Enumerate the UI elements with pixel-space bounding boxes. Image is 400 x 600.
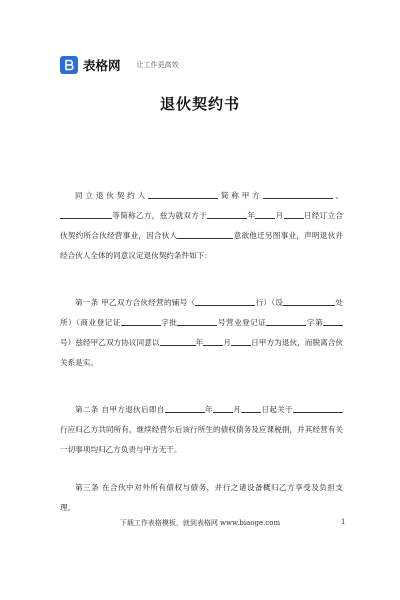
header (60, 56, 179, 74)
fill-blank (160, 336, 196, 346)
fill-blank (177, 229, 233, 239)
fill-blank (195, 296, 255, 306)
text: 日经订立合伙契约所合伙经营事业，因合伙人 (60, 211, 344, 240)
fill-blank (213, 403, 233, 413)
fill-blank (255, 209, 275, 219)
text: 等简称乙方，兹为就双方于 (112, 211, 208, 220)
fill-blank (284, 209, 304, 219)
fill-blank (293, 403, 343, 413)
article-1 (60, 293, 343, 373)
text: 意欲他迁另图事业，声明退伙并经合伙人全体的同意议定退伙契约条件如下： (60, 231, 344, 260)
spacer (60, 266, 343, 293)
text: 日甲方为退伙，而脱离合伙关系是实。 (60, 338, 344, 367)
text: 、 (332, 191, 344, 200)
fill-blank (121, 316, 161, 326)
fill-blank (203, 336, 223, 346)
footer-text[interactable]: 下载工作表格模板，就到表格网 www.biaoge.com (119, 519, 281, 527)
document-title: 退伙契约书 (159, 95, 240, 113)
text: 第一条 甲乙双方合伙经营的铺号（ (75, 298, 196, 307)
text: 字第 (306, 318, 324, 327)
fill-blank (283, 296, 335, 306)
fill-blank (207, 209, 247, 219)
text: 第二条 自甲方退伙后即自 (75, 405, 165, 414)
logo-name[interactable]: 表格网 (83, 59, 121, 73)
slogan: 让工作更高效 (136, 61, 179, 69)
text: 行应归乙方共同所有，继续经营尔后该行所生的债权债务及应课税捐，并其经营有关一切事项均归乙方负责与甲方无干。 (60, 425, 343, 454)
text: 同立退伙契约人 (75, 191, 149, 200)
page-number: 1 (341, 518, 346, 526)
text: 号）兹经甲乙双方协议同意以 (60, 338, 160, 347)
text: 年 (204, 405, 213, 414)
fill-blank (241, 403, 261, 413)
text: 处所）（商业登记证 (60, 298, 343, 327)
text: 月 (275, 211, 284, 220)
text: 日起关于 (261, 405, 294, 414)
article-3 (60, 478, 343, 518)
fill-blank (323, 316, 343, 326)
biaoge-logo-icon[interactable] (60, 56, 78, 74)
text: 第三条 在合伙中对外所有债权与债务，并行之诸设备概归乙方享受及负担支理。 (60, 483, 343, 512)
text: 年 (195, 338, 204, 347)
text: 字批 (160, 318, 178, 327)
text: 行）（设 (255, 298, 284, 307)
spacer (60, 460, 343, 478)
text: 年 (247, 211, 256, 220)
text: 号营业登记证 (217, 318, 267, 327)
text: 月 (232, 405, 242, 414)
fill-blank (231, 336, 251, 346)
fill-blank (165, 403, 205, 413)
spacer (60, 373, 343, 400)
document-body (60, 186, 343, 518)
text: 月 (223, 338, 232, 347)
fill-blank (266, 316, 306, 326)
fill-blank (148, 189, 218, 199)
paragraph-intro (60, 186, 343, 266)
fill-blank (60, 209, 112, 219)
article-2 (60, 400, 343, 460)
text: 简称甲方 (218, 191, 263, 200)
fill-blank (263, 189, 333, 199)
fill-blank (177, 316, 217, 326)
